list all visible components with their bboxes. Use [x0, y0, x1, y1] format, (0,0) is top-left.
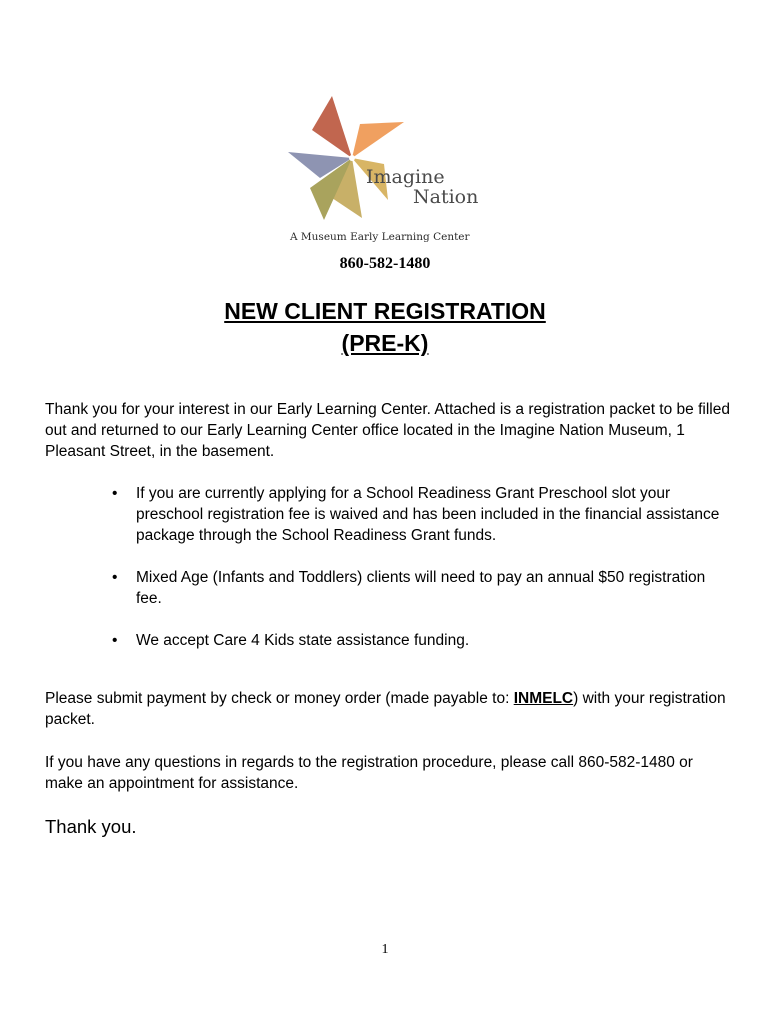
- page-number: 1: [381, 942, 389, 957]
- logo-name-line2: Nation: [413, 186, 479, 208]
- bullet-icon: •: [112, 485, 118, 502]
- bullet-text: Mixed Age (Infants and Toddlers) clients will need to pay an annual $50 registration fee.: [136, 569, 706, 607]
- imagine-nation-logo: [280, 92, 490, 252]
- list-item: [110, 483, 720, 546]
- phone-number: 860-582-1480: [339, 255, 431, 272]
- logo-tagline: A Museum Early Learning Center: [290, 231, 470, 243]
- payment-text-before: Please submit payment by check or money order (made payable to:: [45, 690, 514, 707]
- list-item: [110, 567, 720, 609]
- info-bullet-list: [110, 483, 720, 672]
- bullet-icon: •: [112, 569, 118, 586]
- payment-text-after: ) with your registration packet.: [45, 690, 726, 728]
- page-title: NEW CLIENT REGISTRATION: [224, 298, 546, 324]
- payee-name: INMELC: [513, 690, 574, 707]
- bullet-text: We accept Care 4 Kids state assistance funding.: [136, 632, 470, 649]
- bullet-icon: •: [112, 632, 118, 649]
- list-item: [110, 630, 720, 651]
- questions-paragraph: If you have any questions in regards to the registration procedure, please call 860-582-1480 or make an appointment for assistance.: [45, 754, 693, 792]
- intro-paragraph: Thank you for your interest in our Early Learning Center. Attached is a registration packet to be filled out and returned to our Early Learning Center office located in the Imagine Nation Museum, 1 Pleasant Street, in the basement.: [45, 401, 730, 460]
- logo-name-line1: Imagine: [366, 166, 445, 188]
- closing-text: Thank you.: [45, 816, 137, 837]
- page-subtitle: (PRE-K): [341, 330, 429, 356]
- payment-paragraph: [45, 688, 735, 730]
- bullet-text: If you are currently applying for a School Readiness Grant Preschool slot your preschool registration fee is waived and has been included in the financial assistance package through the School Readiness Grant funds.: [136, 485, 720, 544]
